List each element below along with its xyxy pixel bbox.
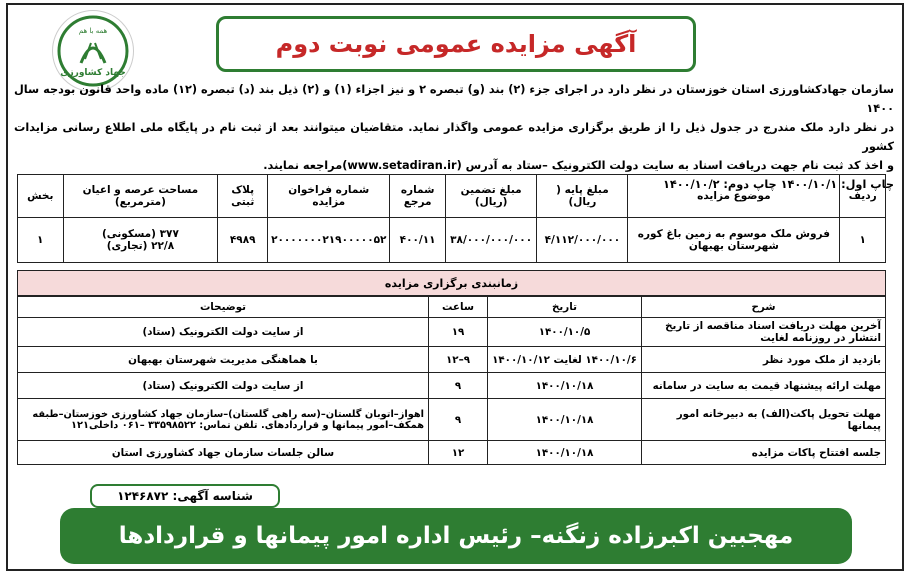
col-header: پلاک ثبتی <box>218 175 268 218</box>
schedule-time: ۹ <box>429 373 488 399</box>
svg-text:همه با هم: همه با هم <box>78 27 108 35</box>
schedule-time: ۱۹ <box>429 318 488 347</box>
schedule-date: ۱۴۰۰/۱۰/۵ <box>488 318 642 347</box>
schedule-header-row <box>18 297 886 318</box>
cell-section: ۱ <box>18 218 64 263</box>
schedule-desc: بازدید از ملک مورد نظر <box>642 347 886 373</box>
col-header: مساحت عرصه و اعیان (مترمربع) <box>63 175 218 218</box>
col-header: ردیف <box>840 175 886 218</box>
table-row <box>18 318 886 347</box>
schedule-table <box>17 296 886 465</box>
cell-index: ۱ <box>840 218 886 263</box>
schedule-note: اهواز–اتوبان گلستان–(سه راهی گلستان)–سازمان جهاد کشاورزی خوزستان–طبقه همکف–امور پیمانها و قراردادهای. تلفن تماس: ۳۳۵۹۸۵۲۲ –۰۶۱ داخلی۱۲۱ <box>18 399 429 441</box>
table-row <box>18 441 886 465</box>
schedule-desc: آخرین مهلت دریافت اسناد مناقصه از تاریخ انتشار در روزنامه لغایت <box>642 318 886 347</box>
cell-area <box>63 218 218 263</box>
cell-base-price: ۴/۱۱۲/۰۰۰/۰۰۰ <box>537 218 628 263</box>
schedule-desc: مهلت تحویل پاکت(الف) به دبیرخانه امور پیمانها <box>642 399 886 441</box>
schedule-time: ۱۲ <box>429 441 488 465</box>
ad-title: آگهی مزایده عمومی نوبت دوم <box>216 16 696 72</box>
table-header-row <box>18 175 886 218</box>
table-row <box>18 373 886 399</box>
auction-table <box>17 174 886 263</box>
schedule-note: سالن جلسات سازمان جهاد کشاورزی استان <box>18 441 429 465</box>
schedule-date: ۱۴۰۰/۱۰/۱۸ <box>488 373 642 399</box>
intro-line: و اخذ کد ثبت نام جهت دریافت اسناد به سایت دولت الکترونیک –ستاد به آدرس (www.setadiran.ir)مراجعه نمایند. <box>263 159 894 172</box>
schedule-note: با هماهنگی مدیریت شهرستان بهبهان <box>18 347 429 373</box>
col-header: مبلغ تضمین (ریال) <box>445 175 537 218</box>
schedule-time: ۹–۱۲ <box>429 347 488 373</box>
schedule-time: ۹ <box>429 399 488 441</box>
schedule-desc: جلسه افتتاح پاکات مزایده <box>642 441 886 465</box>
table-row <box>18 347 886 373</box>
schedule-note: از سایت دولت الکترونیک (ستاد) <box>18 373 429 399</box>
schedule-desc: مهلت ارائه پیشنهاد قیمت به سایت در سامانه <box>642 373 886 399</box>
ad-code: شناسه آگهی: ۱۲۴۶۸۷۲ <box>90 484 280 508</box>
cell-guarantee: ۳۸/۰۰۰/۰۰۰/۰۰۰ <box>445 218 537 263</box>
intro-line: چاپ اول: ۱۴۰۰/۱۰/۱ چاپ دوم: ۱۴۰۰/۱۰/۲ <box>662 178 894 191</box>
col-header: بخش <box>18 175 64 218</box>
col-header: ساعت <box>429 297 488 318</box>
area-commercial: ۲۲/۸ (تجاری) <box>106 240 175 252</box>
table-row <box>18 399 886 441</box>
col-header: تاریخ <box>488 297 642 318</box>
schedule-note: از سایت دولت الکترونیک (ستاد) <box>18 318 429 347</box>
col-header: شماره فراخوان مزایده <box>268 175 390 218</box>
schedule-date: ۱۴۰۰/۱۰/۱۸ <box>488 441 642 465</box>
col-header: شرح <box>642 297 886 318</box>
schedule-title: زمانبندی برگزاری مزایده <box>17 270 886 296</box>
schedule-date: ۱۴۰۰/۱۰/۶ لغایت ۱۴۰۰/۱۰/۱۲ <box>488 347 642 373</box>
area-residential: ۳۷۷ (مسکونی) <box>101 228 179 240</box>
signature-banner: مهجبین اکبرزاده زنگنه– رئیس اداره امور پیمانها و قراردادها <box>60 508 852 564</box>
cell-plaque: ۴۹۸۹ <box>218 218 268 263</box>
col-header: شماره مرجع <box>390 175 445 218</box>
col-header: مبلغ پایه ( ریال) <box>537 175 628 218</box>
intro-line: در نظر دارد ملک مندرج در جدول ذیل را از طریق برگزاری مزایده عمومی واگذار نماید. متقاضیان میتوانند بعد از ثبت نام در پایگاه ملی اطلاع رسانی مزایدات کشور <box>14 121 894 153</box>
cell-reference: ۴۰۰/۱۱ <box>390 218 445 263</box>
col-header: توضیحات <box>18 297 429 318</box>
table-row <box>18 218 886 263</box>
svg-text:جهاد کشاورزی: جهاد کشاورزی <box>60 68 126 78</box>
intro-line: سازمان جهادکشاورزی استان خوزستان در نظر دارد در اجرای جزء (۲) بند (و) تبصره ۲ و نیز اجزاء (۱) و (۲) ذیل بند (د) تبصره (۱۲) ماده واحد قانون بودجه سال ۱۴۰۰ <box>14 83 895 115</box>
col-header: موضوع مزایده <box>628 175 840 218</box>
cell-call-number: ۲۰۰۰۰۰۰۰۲۱۹۰۰۰۰۰۵۲ <box>268 218 390 263</box>
schedule-date: ۱۴۰۰/۱۰/۱۸ <box>488 399 642 441</box>
cell-subject: فروش ملک موسوم به زمین باغ کوره شهرستان بهبهان <box>628 218 840 263</box>
